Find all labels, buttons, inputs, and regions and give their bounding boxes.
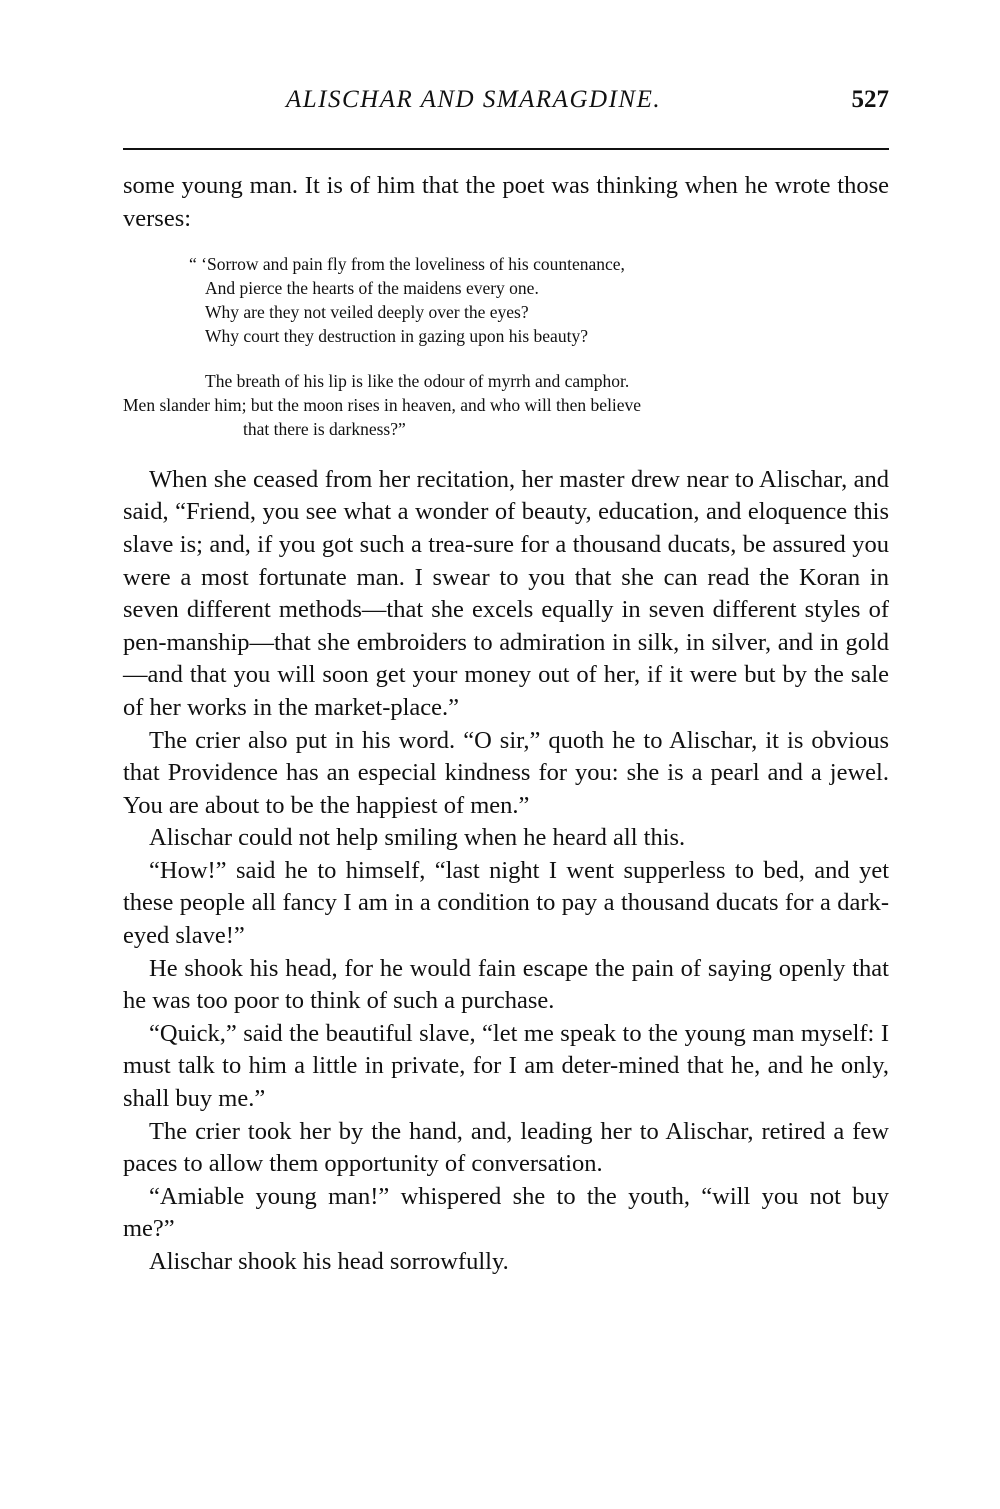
- verse-line: Why are they not veiled deeply over the eyes?: [205, 301, 529, 322]
- paragraph-sorrowfully: Alischar shook his head sorrowfully.: [149, 1248, 509, 1276]
- verse-quotation: [123, 253, 889, 442]
- paragraph-quick: “Quick,” said the beautiful slave, “let me speak to the young man myself: I must talk to him a little in private, for I am deter-mined that he, and he only, shall buy me.”: [123, 1019, 889, 1113]
- verse-line: “ ‘Sorrow and pain fly from the loveliness of his countenance,: [189, 254, 625, 275]
- paragraph-alischar-smiling: Alischar could not help smiling when he heard all this.: [149, 824, 686, 852]
- paragraph-shook-head: He shook his head, for he would fain escape the pain of saying openly that he was too poor to think of such a purchase.: [123, 954, 889, 1015]
- verse-stanza-1: [123, 253, 889, 348]
- paragraph-how: “How!” said he to himself, “last night I went supperless to bed, and yet these people all fancy I am in a condition to pay a thousand ducats for a dark-eyed slave!”: [123, 856, 889, 950]
- paragraph-master-speech: When she ceased from her recitation, her master drew near to Alischar, and said, “Friend, you see what a wonder of beauty, education, and eloquence this slave is; and, if you got such a trea-sure for a thousand ducats, be assured you were a most fortunate man. I swear to you that she can read the Koran in seven different methods—that she excels equally in seven different styles of pen-manship—that she embroiders to admiration in silk, in silver, and in gold—and that you will soon get your money out of her, if it were but by the sale of her works in the market-place.”: [123, 465, 889, 721]
- verse-stanza-2: [123, 370, 889, 441]
- verse-line: that there is darkness?”: [243, 418, 406, 439]
- verse-line: And pierce the hearts of the maidens every one.: [205, 277, 539, 298]
- running-title: ALISCHAR AND SMARAGDINE.: [286, 86, 662, 113]
- opening-paragraph: some young man. It is of him that the poet was thinking when he wrote those verses:: [123, 172, 889, 232]
- verse-line: Men slander him; but the moon rises in heaven, and who will then believe: [123, 395, 642, 416]
- header-rule: [123, 148, 889, 150]
- page-number: 527: [851, 86, 889, 113]
- paragraph-amiable: “Amiable young man!” whispered she to the youth, “will you not buy me?”: [123, 1182, 889, 1243]
- verse-line: Why court they destruction in gazing upon his beauty?: [205, 325, 588, 346]
- paragraph-crier: The crier also put in his word. “O sir,” quoth he to Alischar, it is obvious that Providence has an especial kindness for you: she is a pearl and a jewel. You are about to be the happiest of men.”: [123, 726, 889, 819]
- paragraph-crier-hand: The crier took her by the hand, and, leading her to Alischar, retired a few paces to allow them opportunity of conversation.: [123, 1117, 889, 1178]
- body-text: [123, 170, 889, 1279]
- running-head: [123, 86, 889, 126]
- verse-line: The breath of his lip is like the odour of myrrh and camphor.: [205, 371, 630, 392]
